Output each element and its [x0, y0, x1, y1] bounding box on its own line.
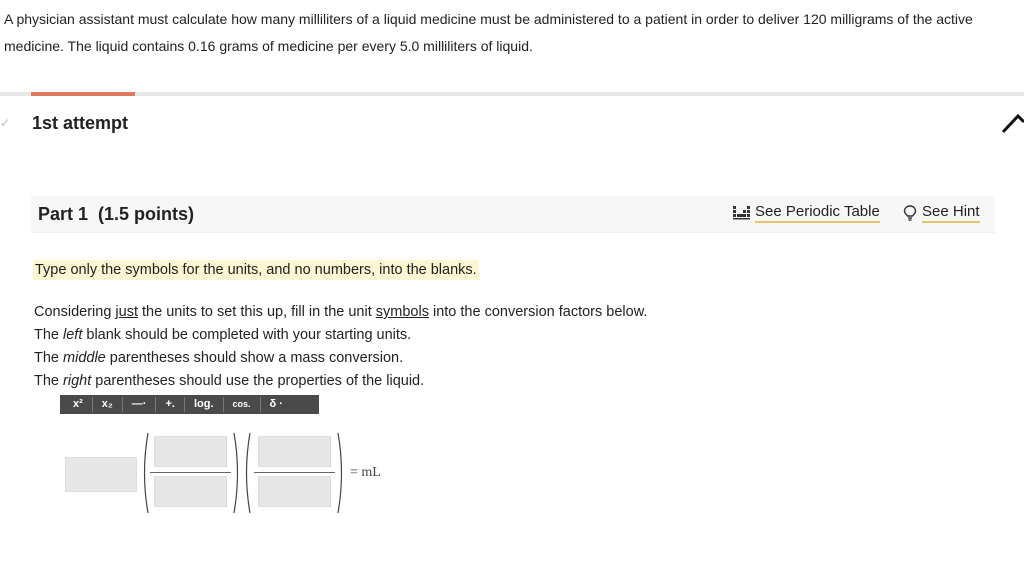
- lightbulb-icon: [903, 205, 917, 221]
- part-label: Part 1: [38, 204, 89, 224]
- part-header: [31, 196, 995, 233]
- mass-numerator-input[interactable]: [154, 436, 227, 467]
- subscript-button[interactable]: x₂: [93, 397, 123, 412]
- periodic-table-icon: [733, 206, 750, 220]
- instructions: [34, 301, 647, 393]
- section-divider: [0, 92, 1024, 96]
- conversion-equation: [60, 428, 400, 518]
- right-paren-1: [232, 432, 242, 514]
- part-points: (1.5 points): [98, 204, 195, 224]
- log-button[interactable]: log.: [185, 397, 224, 412]
- periodic-table-label: See Periodic Table: [755, 203, 880, 223]
- fraction-button[interactable]: —·: [123, 397, 157, 412]
- mass-denominator-input[interactable]: [154, 476, 227, 507]
- collapse-chevron-icon[interactable]: [1000, 110, 1024, 136]
- instruction-line-3: The middle parentheses should show a mass conversion.: [34, 350, 404, 366]
- attempt-tab-accent: [31, 92, 135, 96]
- left-paren-2: [242, 432, 252, 514]
- fraction-line-1: [150, 472, 231, 473]
- cos-button[interactable]: cos.: [224, 397, 261, 412]
- highlighted-instruction: Type only the symbols for the units, and no numbers, into the blanks.: [35, 262, 477, 278]
- result-units: = mL: [350, 465, 381, 480]
- plus-button[interactable]: +.: [156, 397, 184, 412]
- superscript-button[interactable]: x²: [64, 397, 93, 412]
- fraction-line-2: [254, 472, 335, 473]
- liquid-denominator-input[interactable]: [258, 476, 331, 507]
- right-paren-2: [336, 432, 346, 514]
- greek-button[interactable]: δ ·: [269, 398, 283, 410]
- instruction-line-1: Considering just the units to set this up, fill in the unit symbols into the conversion factors below.: [34, 304, 648, 320]
- see-hint-link[interactable]: [903, 203, 980, 223]
- math-toolbar: [60, 395, 319, 414]
- hint-label: See Hint: [922, 203, 980, 223]
- question-text: A physician assistant must calculate how many milliliters of a liquid medicine must be administered to a patient in order to deliver 120 milligrams of the active medicine. The liquid contains 0.16 grams of medicine per every 5.0 milliliters of liquid.: [4, 11, 973, 54]
- part-title: [38, 204, 194, 225]
- attempt-title: 1st attempt: [32, 113, 129, 133]
- liquid-numerator-input[interactable]: [258, 436, 331, 467]
- left-paren-1: [140, 432, 150, 514]
- instruction-line-2: The left blank should be completed with your starting units.: [34, 327, 412, 343]
- starting-units-input[interactable]: [65, 457, 137, 492]
- checkmark-icon: ✓: [0, 116, 11, 130]
- see-periodic-table-link[interactable]: [733, 203, 880, 223]
- instruction-line-4: The right parentheses should use the properties of the liquid.: [34, 373, 425, 389]
